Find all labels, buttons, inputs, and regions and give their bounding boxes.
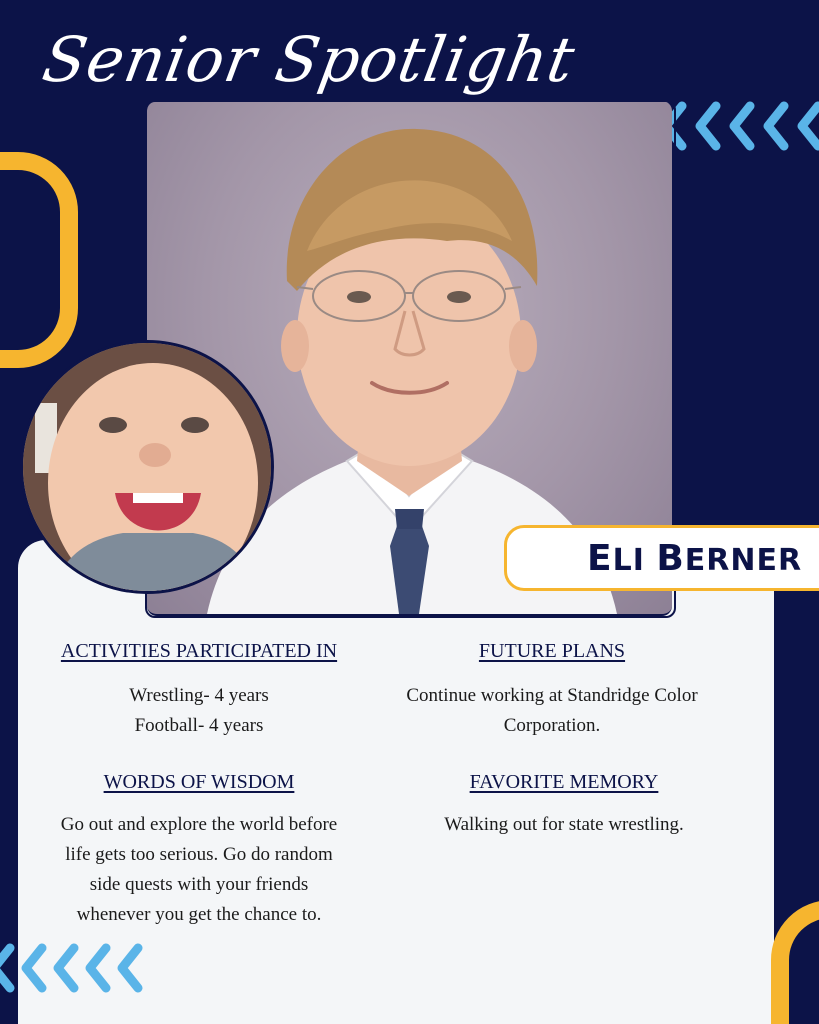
activities-section [40,640,358,741]
chevron-left-icon [26,948,42,988]
wisdom-line: life gets too serious. Go do random [65,844,333,865]
chevron-left-icon [122,948,138,988]
future-plans-line: Continue working at Standridge Color [406,685,698,706]
future-plans-heading: FUTURE PLANS [478,640,626,662]
future-plans-line: Corporation. [503,715,601,736]
chevron-left-icon [802,106,818,146]
future-plans-section [382,640,722,741]
chevron-left-icon [700,106,716,146]
activities-text [40,681,358,741]
future-plans-text [382,681,722,741]
student-name-banner [504,525,819,591]
words-of-wisdom-text [40,810,358,930]
memory-line: Walking out for state wrestling. [444,814,684,835]
activity-line: Football- 4 years [134,715,264,736]
activity-line: Wrestling- 4 years [129,685,269,706]
student-name: ELI BERNER [587,537,803,579]
page-title: Senior Spotlight [37,23,581,96]
chevron-left-icon [90,948,106,988]
baby-photo [20,340,274,594]
chevron-left-icon [58,948,74,988]
favorite-memory-section [382,771,746,840]
decorative-rounded-shape-left [0,152,78,368]
chevron-left-icon [768,106,784,146]
words-of-wisdom-heading: WORDS OF WISDOM [103,771,295,793]
wisdom-line: whenever you get the chance to. [76,904,322,925]
chevron-left-icon [0,948,10,988]
wisdom-line: Go out and explore the world before [60,814,338,835]
baby-photo-illustration [23,343,271,591]
decorative-rounded-shape-right [771,900,819,1024]
wisdom-line: side quests with your friends [89,874,309,895]
chevron-left-icon-group-top [660,98,819,154]
chevron-left-icon-group-bottom [0,940,150,996]
favorite-memory-heading: FAVORITE MEMORY [469,771,659,793]
chevron-left-icon [734,106,750,146]
activities-heading: ACTIVITIES PARTICIPATED IN [60,640,338,662]
favorite-memory-text [382,810,746,840]
words-of-wisdom-section [40,771,358,930]
